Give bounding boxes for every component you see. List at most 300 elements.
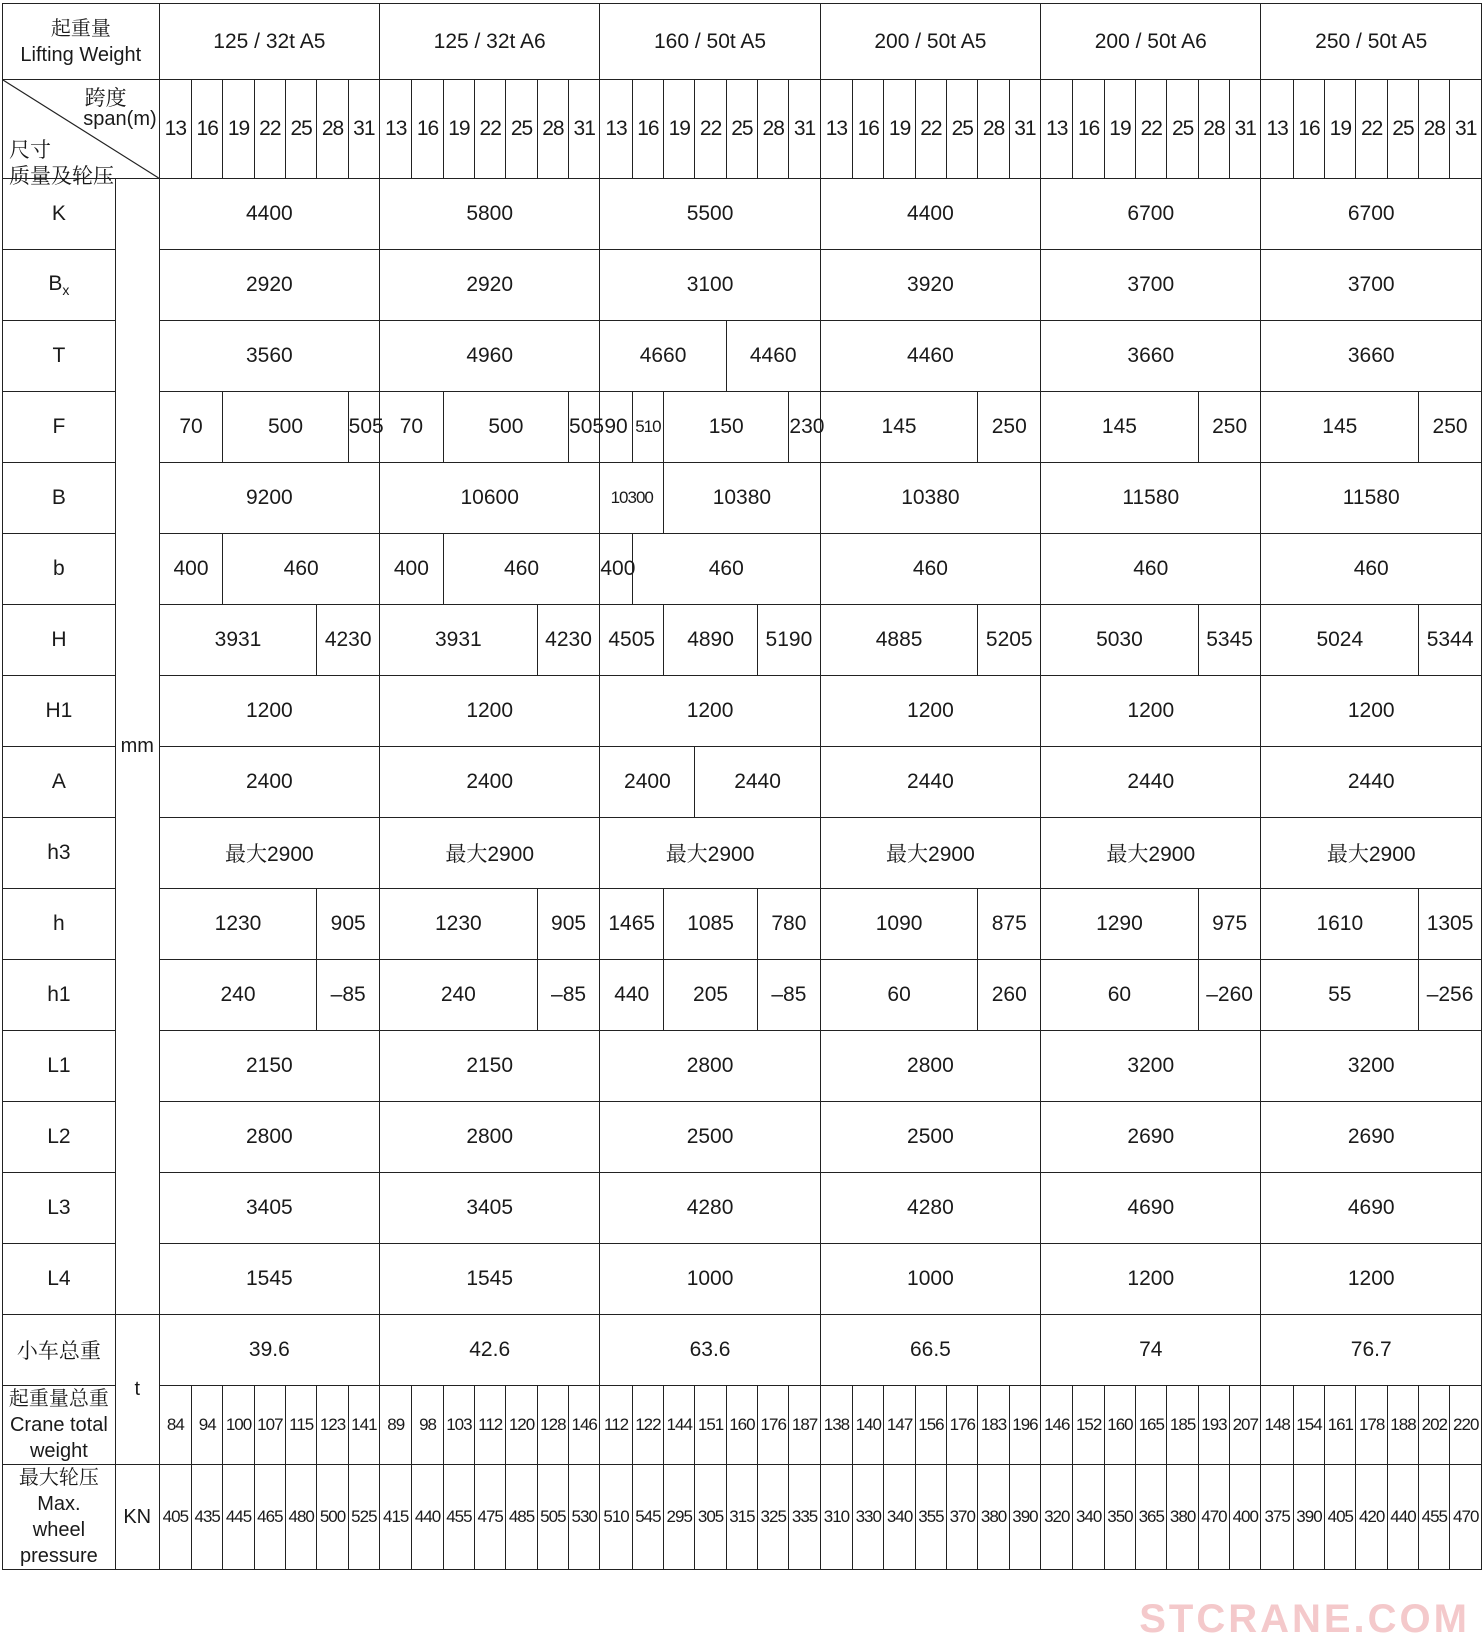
span-header-cell: 16 — [632, 80, 663, 179]
value-cell: 975 — [1198, 889, 1261, 960]
row-L4 — [3, 1244, 1482, 1315]
value-cell: 500 — [223, 392, 348, 463]
value-cell: 5800 — [380, 179, 600, 250]
value-cell: 9200 — [159, 463, 379, 534]
span-header-cell: 31 — [569, 80, 600, 179]
span-header-cell: 16 — [192, 80, 223, 179]
span-en-label: span(m) — [83, 108, 157, 130]
crane-total-cell: 122 — [632, 1386, 663, 1465]
value-cell: 260 — [978, 960, 1041, 1031]
value-cell: 4885 — [820, 605, 978, 676]
row-H1 — [3, 676, 1482, 747]
crane-total-cell: 196 — [1009, 1386, 1040, 1465]
span-header-cell: 25 — [947, 80, 978, 179]
row-L2 — [3, 1102, 1482, 1173]
capacity-cn: 起重量 — [50, 17, 111, 40]
max-wheel-cn: 最大轮压 — [18, 1467, 99, 1489]
value-cell: 63.6 — [600, 1315, 820, 1386]
value-cell: 460 — [1261, 534, 1482, 605]
unit-t: t — [115, 1315, 159, 1465]
value-cell: 2800 — [380, 1102, 600, 1173]
span-header-cell: 25 — [286, 80, 317, 179]
value-cell: 90 — [600, 392, 632, 463]
value-cell: 4280 — [600, 1173, 820, 1244]
value-cell: 2440 — [1041, 747, 1261, 818]
wheel-pressure-cell: 440 — [1387, 1465, 1418, 1570]
value-cell: 400 — [380, 534, 444, 605]
span-header-cell: 25 — [1167, 80, 1198, 179]
row-label: H — [3, 605, 116, 676]
value-cell: 70 — [159, 392, 223, 463]
crane-total-cell: 154 — [1293, 1386, 1324, 1465]
value-cell: 1200 — [380, 676, 600, 747]
value-cell: 4505 — [600, 605, 664, 676]
span-header-cell: 13 — [159, 80, 191, 179]
value-cell: 11580 — [1261, 463, 1482, 534]
value-cell: 3660 — [1041, 321, 1261, 392]
wheel-pressure-cell: 445 — [223, 1465, 254, 1570]
wheel-pressure-cell: 305 — [695, 1465, 726, 1570]
row-H — [3, 605, 1482, 676]
row-Bx — [3, 250, 1482, 321]
value-cell: 66.5 — [820, 1315, 1040, 1386]
crane-total-cell: 89 — [380, 1386, 412, 1465]
value-cell: 2800 — [600, 1031, 820, 1102]
span-header-cell: 25 — [726, 80, 757, 179]
value-cell: 460 — [632, 534, 820, 605]
model-header: 160 / 50t A5 — [600, 4, 820, 80]
wheel-pressure-cell: 480 — [286, 1465, 317, 1570]
wheel-pressure-cell: 375 — [1261, 1465, 1293, 1570]
value-cell: 76.7 — [1261, 1315, 1482, 1386]
value-cell: 440 — [600, 960, 664, 1031]
row-label: L1 — [3, 1031, 116, 1102]
span-header-cell: 19 — [1104, 80, 1135, 179]
span-header-cell: 13 — [1261, 80, 1293, 179]
value-cell: –256 — [1419, 960, 1482, 1031]
value-cell: 11580 — [1041, 463, 1261, 534]
value-cell: 1200 — [1041, 676, 1261, 747]
value-cell: 1000 — [600, 1244, 820, 1315]
wheel-pressure-cell: 510 — [600, 1465, 632, 1570]
value-cell: –85 — [758, 960, 821, 1031]
value-cell: 1465 — [600, 889, 664, 960]
crane-total-cell: 156 — [915, 1386, 946, 1465]
value-cell: 905 — [537, 889, 600, 960]
span-header-cell: 16 — [1073, 80, 1104, 179]
row-h — [3, 889, 1482, 960]
span-header-cell: 13 — [820, 80, 852, 179]
value-cell: 150 — [664, 392, 789, 463]
crane-total-en2: weight — [29, 1440, 88, 1462]
crane-total-cell: 187 — [789, 1386, 820, 1465]
span-header-cell: 31 — [1009, 80, 1040, 179]
row-label: L3 — [3, 1173, 116, 1244]
span-header-cell: 19 — [223, 80, 254, 179]
value-cell: 230 — [789, 392, 820, 463]
value-cell: 5024 — [1261, 605, 1419, 676]
value-cell: 2440 — [820, 747, 1040, 818]
value-cell: 780 — [758, 889, 821, 960]
row-label: 小车总重 — [3, 1315, 116, 1386]
crane-total-cell: 161 — [1325, 1386, 1356, 1465]
value-cell: 2400 — [159, 747, 379, 818]
row-A — [3, 747, 1482, 818]
value-cell: 1200 — [1261, 1244, 1482, 1315]
value-cell: 400 — [159, 534, 223, 605]
value-cell: 205 — [664, 960, 758, 1031]
value-cell: 2500 — [820, 1102, 1040, 1173]
value-cell: 6700 — [1041, 179, 1261, 250]
wheel-pressure-cell: 530 — [569, 1465, 600, 1570]
value-cell: 3200 — [1041, 1031, 1261, 1102]
span-header-cell: 22 — [915, 80, 946, 179]
value-cell: 1085 — [664, 889, 758, 960]
row-B — [3, 463, 1482, 534]
crane-total-cell: 176 — [758, 1386, 789, 1465]
wheel-pressure-cell: 390 — [1293, 1465, 1324, 1570]
value-cell: 4230 — [317, 605, 380, 676]
value-cell: 460 — [1041, 534, 1261, 605]
value-cell: 145 — [820, 392, 978, 463]
bx-main: B — [48, 271, 63, 295]
crane-total-cell: 160 — [1104, 1386, 1135, 1465]
wheel-pressure-cell: 380 — [1167, 1465, 1198, 1570]
wheel-pressure-cell: 405 — [159, 1465, 191, 1570]
row-label — [3, 1386, 116, 1465]
value-cell: 250 — [1198, 392, 1261, 463]
value-cell: 5190 — [758, 605, 821, 676]
value-cell: 3931 — [380, 605, 538, 676]
value-cell: 60 — [1041, 960, 1199, 1031]
value-cell: 3660 — [1261, 321, 1482, 392]
wheel-pressure-cell: 500 — [317, 1465, 348, 1570]
row-h1 — [3, 960, 1482, 1031]
crane-total-cell: 202 — [1419, 1386, 1450, 1465]
wheel-pressure-cell: 330 — [853, 1465, 884, 1570]
row-b — [3, 534, 1482, 605]
value-cell: 5030 — [1041, 605, 1199, 676]
value-cell: 39.6 — [159, 1315, 379, 1386]
row-T — [3, 321, 1482, 392]
wheel-pressure-cell: 350 — [1104, 1465, 1135, 1570]
model-header: 125 / 32t A6 — [380, 4, 600, 80]
header-row-capacity — [3, 4, 1482, 80]
row-label: F — [3, 392, 116, 463]
value-cell: 1230 — [380, 889, 538, 960]
value-cell: 1200 — [820, 676, 1040, 747]
crane-total-cell: 207 — [1230, 1386, 1261, 1465]
value-cell: 905 — [317, 889, 380, 960]
value-cell: 最大2900 — [159, 818, 379, 889]
value-cell: 4280 — [820, 1173, 1040, 1244]
span-header-cell: 28 — [978, 80, 1009, 179]
span-cn-label: 跨度 — [84, 87, 127, 110]
bx-sub: x — [62, 282, 70, 299]
crane-total-cn: 起重量总重 — [8, 1388, 109, 1410]
unit-mm: mm — [115, 179, 159, 1315]
wheel-pressure-cell: 470 — [1198, 1465, 1229, 1570]
wheel-pressure-cell: 325 — [758, 1465, 789, 1570]
row-h3 — [3, 818, 1482, 889]
value-cell: –85 — [537, 960, 600, 1031]
value-cell: 1200 — [159, 676, 379, 747]
wheel-pressure-cell: 390 — [1009, 1465, 1040, 1570]
crane-total-cell: 188 — [1387, 1386, 1418, 1465]
max-wheel-en1: Max. — [37, 1493, 81, 1515]
value-cell: 3405 — [159, 1173, 379, 1244]
span-header-cell: 22 — [695, 80, 726, 179]
value-cell: 3700 — [1261, 250, 1482, 321]
crane-total-cell: 98 — [412, 1386, 443, 1465]
value-cell: 875 — [978, 889, 1041, 960]
wheel-pressure-cell: 365 — [1136, 1465, 1167, 1570]
crane-spec-table — [2, 3, 1482, 1570]
span-header-cell: 13 — [1041, 80, 1073, 179]
wheel-pressure-cell: 475 — [475, 1465, 506, 1570]
crane-total-cell: 84 — [159, 1386, 191, 1465]
wheel-pressure-cell: 320 — [1041, 1465, 1073, 1570]
value-cell: 2920 — [380, 250, 600, 321]
value-cell: 3405 — [380, 1173, 600, 1244]
model-header: 125 / 32t A5 — [159, 4, 379, 80]
crane-total-cell: 146 — [569, 1386, 600, 1465]
span-header-cell: 28 — [317, 80, 348, 179]
crane-total-cell: 220 — [1450, 1386, 1482, 1465]
span-header-cell: 19 — [443, 80, 474, 179]
span-header-cell: 16 — [853, 80, 884, 179]
value-cell: 4230 — [537, 605, 600, 676]
wheel-pressure-cell: 340 — [884, 1465, 915, 1570]
value-cell: 10380 — [820, 463, 1040, 534]
span-header-cell: 19 — [1325, 80, 1356, 179]
value-cell: 60 — [820, 960, 978, 1031]
value-cell: 2440 — [695, 747, 820, 818]
wheel-pressure-cell: 340 — [1073, 1465, 1104, 1570]
diagonal-header-cell — [3, 80, 160, 188]
crane-total-cell: 123 — [317, 1386, 348, 1465]
value-cell: 1230 — [159, 889, 317, 960]
value-cell: 3931 — [159, 605, 317, 676]
row-L3 — [3, 1173, 1482, 1244]
span-header-cell: 22 — [1136, 80, 1167, 179]
value-cell: 42.6 — [380, 1315, 600, 1386]
crane-total-cell: 176 — [947, 1386, 978, 1465]
value-cell: 4660 — [600, 321, 726, 392]
max-wheel-en2: wheel — [32, 1519, 86, 1541]
value-cell: 2690 — [1041, 1102, 1261, 1173]
value-cell: 2500 — [600, 1102, 820, 1173]
crane-total-cell: 141 — [348, 1386, 379, 1465]
crane-total-cell: 128 — [537, 1386, 568, 1465]
value-cell: 2440 — [1261, 747, 1482, 818]
value-cell: 最大2900 — [600, 818, 820, 889]
wheel-pressure-cell: 405 — [1325, 1465, 1356, 1570]
value-cell: 最大2900 — [1041, 818, 1261, 889]
value-cell: 3200 — [1261, 1031, 1482, 1102]
row-crane-total-weight — [3, 1386, 1482, 1465]
wheel-pressure-cell: 545 — [632, 1465, 663, 1570]
wheel-pressure-cell: 355 — [915, 1465, 946, 1570]
value-cell: 500 — [443, 392, 568, 463]
value-cell: 5345 — [1198, 605, 1261, 676]
crane-total-cell: 183 — [978, 1386, 1009, 1465]
crane-total-cell: 151 — [695, 1386, 726, 1465]
crane-total-cell: 103 — [443, 1386, 474, 1465]
row-F — [3, 392, 1482, 463]
value-cell: 55 — [1261, 960, 1419, 1031]
value-cell: 4400 — [820, 179, 1040, 250]
mass-cn-label: 质量及轮压 — [9, 165, 114, 188]
crane-total-cell: 148 — [1261, 1386, 1293, 1465]
value-cell: 3920 — [820, 250, 1040, 321]
row-trolley-weight — [3, 1315, 1482, 1386]
span-header-cell: 28 — [1198, 80, 1229, 179]
value-cell: 2800 — [159, 1102, 379, 1173]
wheel-pressure-cell: 380 — [978, 1465, 1009, 1570]
value-cell: –260 — [1198, 960, 1261, 1031]
row-label: A — [3, 747, 116, 818]
wheel-pressure-cell: 435 — [192, 1465, 223, 1570]
value-cell: 1305 — [1419, 889, 1482, 960]
row-label — [3, 250, 116, 321]
value-cell: 1610 — [1261, 889, 1419, 960]
value-cell: 1200 — [1261, 676, 1482, 747]
crane-total-cell: 94 — [192, 1386, 223, 1465]
row-label: T — [3, 321, 116, 392]
wheel-pressure-cell: 470 — [1450, 1465, 1482, 1570]
value-cell: 最大2900 — [380, 818, 600, 889]
value-cell: 505 — [569, 392, 600, 463]
wheel-pressure-cell: 335 — [789, 1465, 820, 1570]
value-cell: 4890 — [664, 605, 758, 676]
row-K — [3, 179, 1482, 250]
value-cell: 2150 — [380, 1031, 600, 1102]
wheel-pressure-cell: 525 — [348, 1465, 379, 1570]
crane-total-cell: 193 — [1198, 1386, 1229, 1465]
value-cell: 4690 — [1041, 1173, 1261, 1244]
span-header-cell: 19 — [664, 80, 695, 179]
value-cell: 4400 — [159, 179, 379, 250]
wheel-pressure-cell: 440 — [412, 1465, 443, 1570]
crane-total-cell: 138 — [820, 1386, 852, 1465]
row-label: B — [3, 463, 116, 534]
value-cell: 1090 — [820, 889, 978, 960]
wheel-pressure-cell: 455 — [1419, 1465, 1450, 1570]
span-header-cell: 31 — [1230, 80, 1261, 179]
capacity-en: Lifting Weight — [20, 43, 142, 66]
row-label: H1 — [3, 676, 116, 747]
dimension-cn-label: 尺寸 — [9, 139, 51, 162]
value-cell: 4460 — [820, 321, 1040, 392]
value-cell: 400 — [600, 534, 632, 605]
capacity-label — [3, 4, 160, 80]
value-cell: 3560 — [159, 321, 379, 392]
value-cell: 1000 — [820, 1244, 1040, 1315]
unit-kn: KN — [115, 1465, 159, 1570]
value-cell: 1290 — [1041, 889, 1199, 960]
wheel-pressure-cell: 310 — [820, 1465, 852, 1570]
value-cell: 6700 — [1261, 179, 1482, 250]
value-cell: 最大2900 — [1261, 818, 1482, 889]
span-header-cell: 16 — [1293, 80, 1324, 179]
span-header-cell: 31 — [1450, 80, 1482, 179]
row-L1 — [3, 1031, 1482, 1102]
span-header-cell: 22 — [1356, 80, 1387, 179]
model-header: 200 / 50t A5 — [820, 4, 1040, 80]
wheel-pressure-cell: 485 — [506, 1465, 537, 1570]
span-header-cell: 31 — [789, 80, 820, 179]
value-cell: 3700 — [1041, 250, 1261, 321]
crane-total-cell: 100 — [223, 1386, 254, 1465]
span-header-cell: 22 — [475, 80, 506, 179]
watermark-text: STCRANE.COM — [1139, 1597, 1470, 1641]
crane-total-cell: 152 — [1073, 1386, 1104, 1465]
span-header-cell: 13 — [600, 80, 632, 179]
span-header-cell: 22 — [254, 80, 285, 179]
value-cell: 1200 — [1041, 1244, 1261, 1315]
crane-total-cell: 140 — [853, 1386, 884, 1465]
value-cell: 10380 — [664, 463, 821, 534]
wheel-pressure-cell: 370 — [947, 1465, 978, 1570]
span-header-cell: 28 — [537, 80, 568, 179]
value-cell: 4960 — [380, 321, 600, 392]
value-cell: 最大2900 — [820, 818, 1040, 889]
model-header: 250 / 50t A5 — [1261, 4, 1482, 80]
wheel-pressure-cell: 415 — [380, 1465, 412, 1570]
row-label — [3, 1465, 116, 1570]
row-label: h — [3, 889, 116, 960]
value-cell: 145 — [1261, 392, 1419, 463]
value-cell: 1200 — [600, 676, 820, 747]
crane-total-cell: 107 — [254, 1386, 285, 1465]
value-cell: 2400 — [600, 747, 695, 818]
crane-total-cell: 160 — [726, 1386, 757, 1465]
span-header-cell: 28 — [1419, 80, 1450, 179]
span-header-cell: 16 — [412, 80, 443, 179]
wheel-pressure-cell: 455 — [443, 1465, 474, 1570]
value-cell: 5344 — [1419, 605, 1482, 676]
wheel-pressure-cell: 315 — [726, 1465, 757, 1570]
wheel-pressure-cell: 400 — [1230, 1465, 1261, 1570]
value-cell: 2150 — [159, 1031, 379, 1102]
row-label: L4 — [3, 1244, 116, 1315]
value-cell: 1545 — [380, 1244, 600, 1315]
value-cell: 250 — [1419, 392, 1482, 463]
value-cell: 2920 — [159, 250, 379, 321]
value-cell: 2800 — [820, 1031, 1040, 1102]
value-cell: 4460 — [726, 321, 820, 392]
crane-total-en1: Crane total — [9, 1414, 108, 1436]
crane-total-cell: 146 — [1041, 1386, 1073, 1465]
row-label: L2 — [3, 1102, 116, 1173]
value-cell: 460 — [443, 534, 600, 605]
header-row-span — [3, 80, 1482, 179]
crane-total-cell: 144 — [664, 1386, 695, 1465]
value-cell: 70 — [380, 392, 444, 463]
value-cell: 460 — [820, 534, 1040, 605]
value-cell: 460 — [223, 534, 380, 605]
crane-total-cell: 147 — [884, 1386, 915, 1465]
span-header-cell: 31 — [348, 80, 379, 179]
value-cell: –85 — [317, 960, 380, 1031]
crane-total-cell: 185 — [1167, 1386, 1198, 1465]
crane-total-cell: 165 — [1136, 1386, 1167, 1465]
wheel-pressure-cell: 465 — [254, 1465, 285, 1570]
value-cell: 3100 — [600, 250, 820, 321]
span-header-cell: 19 — [884, 80, 915, 179]
crane-total-cell: 112 — [600, 1386, 632, 1465]
